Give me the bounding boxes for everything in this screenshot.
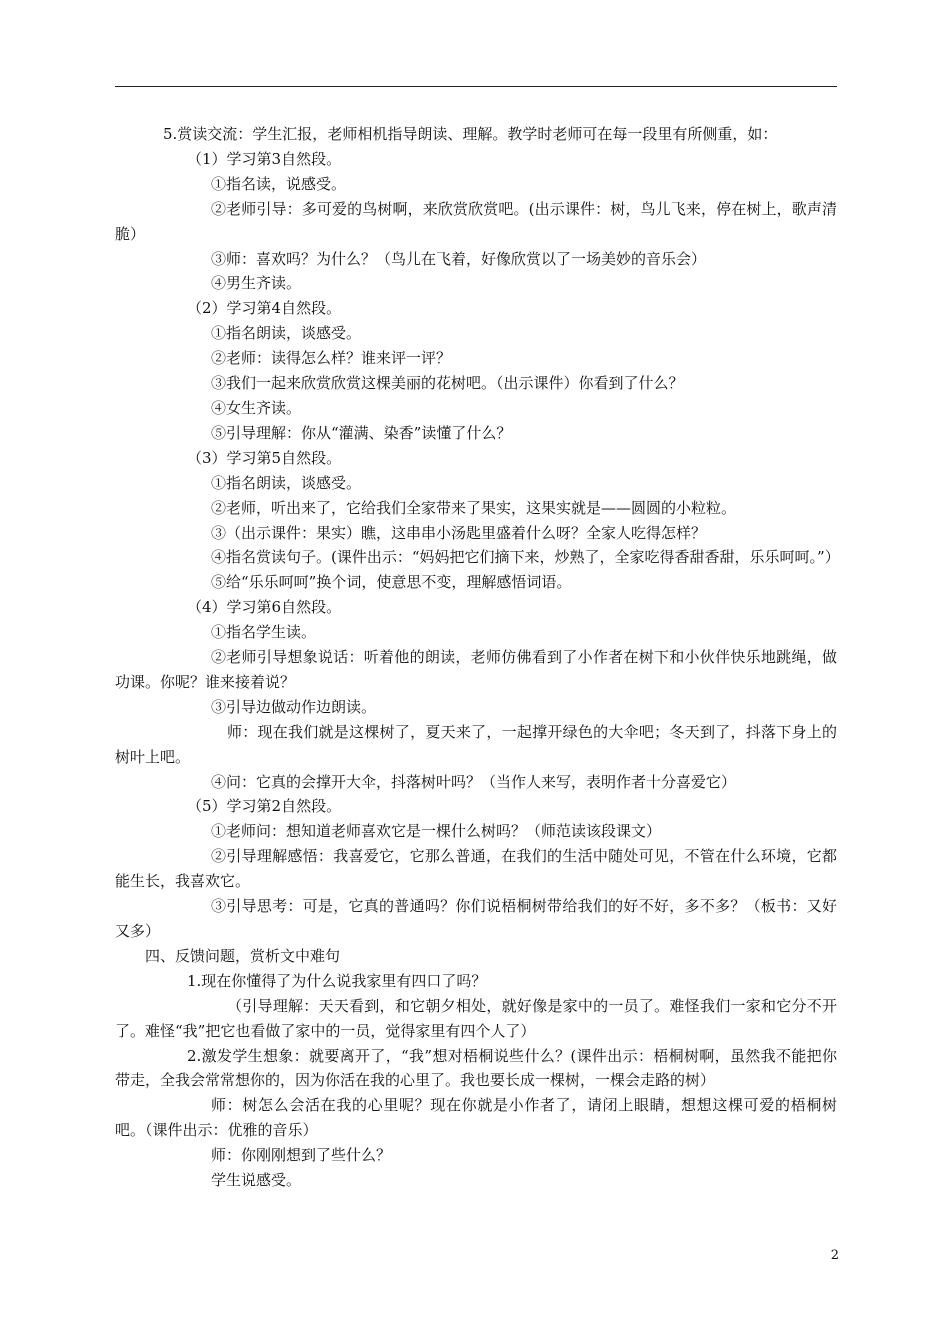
paragraph: ④男生齐读。 bbox=[211, 274, 302, 293]
paragraph: ⑤引导理解：你从“灌满、染香”读懂了什么？ bbox=[211, 423, 512, 442]
paragraph: ③师：喜欢吗？为什么？（鸟儿在飞着，好像欣赏以了一场美妙的音乐会） bbox=[211, 249, 707, 268]
paragraph: ②老师：读得怎么样？谁来评一评？ bbox=[211, 349, 452, 368]
paragraph: 2.激发学生想象：就要离开了，“我”想对梧桐说些什么？(课件出示：梧桐树啊，虽然我不能把你带走，全我会常常想你的，因为你活在我的心里了。我也要长成一棵树，一棵会走路的树） bbox=[115, 1046, 837, 1090]
paragraph: ④问：它真的会撑开大伞，抖落树叶吗？（当作人来写，表明作者十分喜爱它） bbox=[211, 772, 737, 791]
paragraph: （3）学习第5自然段。 bbox=[187, 448, 342, 467]
paragraph: ④指名赏读句子。(课件出示：“妈妈把它们摘下来，炒熟了，全家吃得香甜香甜，乐乐呵呵。”） bbox=[211, 548, 840, 567]
paragraph: ③我们一起来欣赏欣赏这棵美丽的花树吧。（出示课件）你看到了什么？ bbox=[211, 374, 684, 393]
paragraph: ②老师引导想象说话：听着他的朗读，老师仿佛看到了小作者在树下和小伙伴快乐地跳绳，做功课。你呢？谁来接着说？ bbox=[115, 648, 837, 691]
page-number: 2 bbox=[830, 1248, 839, 1263]
header-rule bbox=[115, 86, 837, 87]
paragraph: ①指名学生读。 bbox=[211, 623, 317, 642]
paragraph: ①指名读，说感受。 bbox=[211, 174, 347, 193]
paragraph: （1）学习第3自然段。 bbox=[187, 149, 342, 168]
document-body bbox=[115, 122, 840, 1193]
paragraph: ①老师问：想知道老师喜欢它是一棵什么树吗？（师范读该段课文） bbox=[211, 822, 662, 841]
paragraph: ②老师，听出来了，它给我们全家带来了果实，这果实就是——圆圆的小粒粒。 bbox=[211, 498, 737, 517]
paragraph: （4）学习第6自然段。 bbox=[187, 598, 342, 617]
paragraph: ③引导思考：可是，它真的普通吗？你们说梧桐树带给我们的好不好，多不多？（板书：又好又多） bbox=[115, 897, 837, 940]
paragraph: ③引导边做动作边朗读。 bbox=[211, 697, 377, 716]
paragraph: （5）学习第2自然段。 bbox=[187, 797, 342, 816]
paragraph: ④女生齐读。 bbox=[211, 398, 302, 417]
paragraph: 5.赏读交流：学生汇报，老师相机指导朗读、理解。教学时老师可在每一段里有所侧重，如： bbox=[163, 125, 778, 143]
paragraph: ⑤给“乐乐呵呵”换个词，使意思不变，理解感悟词语。 bbox=[211, 573, 572, 592]
paragraph: 师：现在我们就是这棵树了，夏天来了，一起撑开绿色的大伞吧；冬天到了，抖落下身上的树叶上吧。 bbox=[115, 722, 837, 766]
paragraph: 学生说感受。 bbox=[211, 1171, 302, 1190]
paragraph: 师：树怎么会活在我的心里呢？现在你就是小作者了，请闭上眼睛，想想这棵可爱的梧桐树吧。（课件出示：优雅的音乐） bbox=[115, 1096, 837, 1140]
paragraph: ②引导理解感悟：我喜爱它，它那么普通，在我们的生活中随处可见，不管在什么环境，它都能生长，我喜欢它。 bbox=[115, 847, 837, 891]
paragraph: 四、反馈问题，赏析文中难句 bbox=[145, 946, 341, 965]
paragraph: ①指名朗读，谈感受。 bbox=[211, 473, 362, 492]
paragraph: ①指名朗读，谈感受。 bbox=[211, 324, 362, 343]
paragraph: 师：你刚刚想到了些什么？ bbox=[211, 1146, 392, 1165]
paragraph: ②老师引导：多可爱的鸟树啊，来欣赏欣赏吧。(出示课件：树，鸟儿飞来，停在树上，歌声清脆） bbox=[115, 199, 837, 243]
paragraph: （2）学习第4自然段。 bbox=[187, 299, 342, 318]
paragraph: （引导理解：天天看到，和它朝夕相处，就好像是家中的一员了。难怪我们一家和它分不开了。难怪“我”把它也看做了家中的一员，觉得家里有四个人了） bbox=[115, 996, 837, 1040]
paragraph: 1.现在你懂得了为什么说我家里有四口了吗？ bbox=[187, 971, 487, 990]
paragraph: ③（出示课件：果实）瞧，这串串小汤匙里盛着什么呀？全家人吃得怎样？ bbox=[211, 523, 707, 542]
